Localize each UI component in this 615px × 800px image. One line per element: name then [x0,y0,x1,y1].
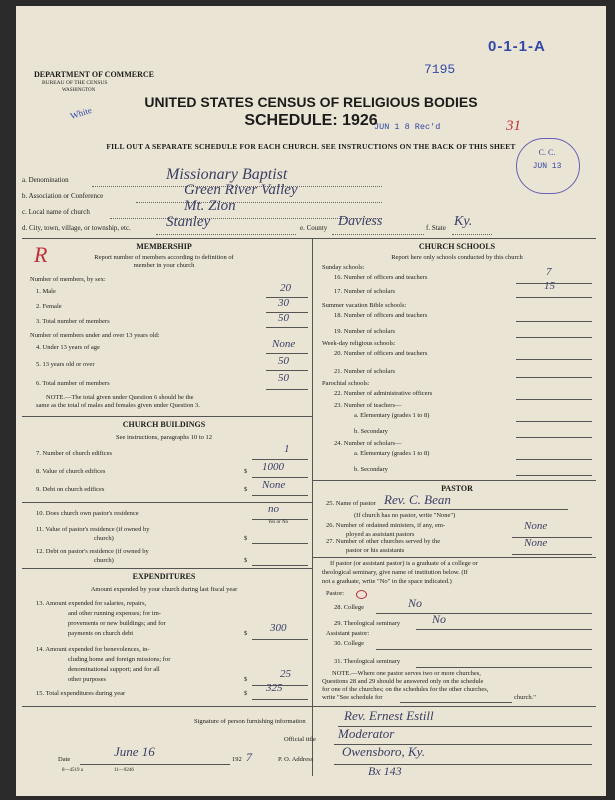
q25-pastor-name: Rev. C. Bean [384,492,451,507]
sunday-schools-label: Sunday schools: [322,264,365,271]
expenditures-subheading: Amount expended by your church during last fiscal year [90,586,238,593]
graduate-note-3: not a graduate, write "No" in the space indicated.) [322,578,452,585]
q28-label: 28. College [334,604,364,611]
po-box-value: Bx 143 [368,764,402,778]
q26-label-1: 26. Number of ordained ministers, if any, em- [326,522,446,529]
assistant-education-label: Assistant pastor: [326,630,370,637]
q14-label-1: 14. Amount expended for benevolences, in- [36,646,150,653]
graduate-note-2: theological seminary, give name of institution below. (If [322,569,468,576]
members-by-sex-label: Number of members, by sex: [30,276,106,283]
q11-value-label-1: 11. Value of pastor's residence (if owned by [36,526,150,533]
pastor-heading: PASTOR [441,484,473,493]
pastor-note-2: Questions 28 and 29 should be answered only on the schedule [322,678,484,685]
q3-total-label: 3. Total number of members [36,318,110,325]
q23-label: 23. Number of teachers— [334,402,402,409]
membership-note-2: same as the total of males and females given under Question 3. [36,402,200,409]
serial-number-stamp: 7195 [424,62,456,77]
q7-edifices-label: 7. Number of church edifices [36,450,112,457]
po-address-value: Owensboro, Ky. [342,744,425,759]
q10-residence-label: 10. Does church own pastor's residence [36,510,139,517]
buildings-heading: CHURCH BUILDINGS [122,420,206,429]
q9-debt-label: 9. Debt on church edifices [36,486,105,493]
q19-label: 19. Number of scholars [334,328,396,335]
pastor-education-label: Pastor: [326,590,345,597]
q6-total-label: 6. Total number of members [36,380,110,387]
parochial-schools-label: Parochial schools: [322,380,370,387]
membership-heading: MEMBERSHIP [136,242,192,251]
q10-residence-value: no [268,503,279,515]
form-number-2: 11—9246 [114,768,134,773]
department-label: DEPARTMENT OF COMMERCE [34,70,155,79]
q8-value-label: 8. Value of church edifices [36,468,106,475]
q9-debt-value: None [262,479,286,491]
signature-label: Signature of person furnishing information [194,718,306,725]
association-label: b. Association or Conference [22,192,104,200]
red-circle-mark [356,590,367,599]
state-label: f. State [426,224,446,232]
cc-stamp-label: C. C. [538,148,556,157]
buildings-subheading: See instructions, paragraphs 10 to 12 [115,434,213,441]
q16-value: 7 [546,266,552,278]
q2-female-label: 2. Female [36,303,62,310]
q23a-label: a. Elementary (grades 1 to 8) [354,412,430,419]
q13-label-3: provements or new buildings; and for [68,620,166,627]
q25-note: (If church has no pastor, write "None") [354,512,456,519]
q5-over13-value: 50 [278,355,289,367]
q8-value-value: 1000 [262,461,284,473]
q3-total-value: 50 [278,312,289,324]
q4-under13-label: 4. Under 13 years of age [36,344,100,351]
q14-label-4: other purposes [68,676,107,683]
q12-debt-label-2: church) [94,557,114,564]
official-title-label: Official title [284,736,316,743]
q7-edifices-value: 1 [284,443,290,455]
q14-label-3: denominational support; and for all [68,666,160,673]
pastor-note-1: NOTE.—Where one pastor serves two or more churches, [332,670,481,677]
q13-label-2: and other running expenses; for im- [68,610,161,617]
q12-debt-label-1: 12. Debt on pastor's residence (if owned by [36,548,149,555]
q14-value: 25 [280,668,291,680]
state-value: Ky. [454,214,473,229]
white-stamp: White [68,104,94,122]
q25-label: 25. Name of pastor [326,500,376,507]
q17-value: 15 [544,280,555,292]
q2-female-value: 30 [278,297,289,309]
q23b-label: b. Secondary [354,428,388,435]
membership-note-1: NOTE.—The total given under Question 6 should be the [46,394,194,401]
denomination-label: a. Denomination [22,176,69,184]
q16-label: 16. Number of officers and teachers [334,274,428,281]
local-name-value: Mt. Zion [184,198,236,214]
form-number-1: 8—4519 a [62,768,83,773]
q5-over13-label: 5. 13 years old or over [36,361,95,368]
schools-heading: CHURCH SCHOOLS [418,242,496,251]
county-label: e. County [300,224,328,232]
q11-value-label-2: church) [94,535,114,542]
red-r-mark: R [34,242,48,267]
signature-value: Rev. Ernest Estill [344,708,434,723]
members-by-age-label: Number of members under and over 13 years old: [30,332,160,339]
q30-label: 30. College [334,640,364,647]
q17-label: 17. Number of scholars [334,288,396,295]
official-title-value: Moderator [338,726,395,741]
q18-label: 18. Number of officers and teachers [334,312,428,319]
yes-or-no-hint: Yes or No [268,520,289,525]
date-value: June 16 [114,744,155,759]
date-label: Date [58,756,71,763]
q6-total-value: 50 [278,372,289,384]
form-code-stamp: 0-1-1-A [488,38,546,55]
year-value: 7 [246,750,252,764]
q28-value: No [408,596,423,610]
q29-value: No [432,612,447,626]
q1-male-label: 1. Male [36,288,56,295]
pastor-note-5: church." [514,694,536,701]
city-town-value: Stanley [166,214,211,230]
q26-label-2: ployed as assistant pastors [346,531,415,538]
received-stamp: JUN 1 8 Rec'd [374,122,441,132]
q15-total-label: 15. Total expenditures during year [36,690,126,697]
association-value: Green River Valley [184,182,298,198]
q22-label: 22. Number of administrative officers [334,390,433,397]
q27-label-1: 27. Number of other churches served by the [326,538,441,545]
membership-intro-1: Report number of members according to definition of [94,254,234,261]
q4-under13-value: None [272,338,296,350]
q31-label: 31. Theological seminary [334,658,401,665]
county-value: Daviess [338,214,383,229]
red-number: 31 [506,118,521,134]
schedule-title: SCHEDULE: 1926 [244,112,378,129]
denomination-value: Missionary Baptist [166,166,288,183]
q13-label-1: 13. Amount expended for salaries, repairs, [36,600,147,607]
graduate-note-1: If pastor (or assistant pastor) is a graduate of a college or [330,560,478,567]
bureau-label: BUREAU OF THE CENSUS [42,80,108,86]
summer-schools-label: Summer vacation Bible schools: [322,302,407,309]
year-prefix: 192 [232,756,242,763]
q15-total-value: 325 [266,682,283,694]
q24-label: 24. Number of scholars— [334,440,402,447]
q13-label-4: payments on church debt [68,630,134,637]
q24b-label: b. Secondary [354,466,388,473]
q27-value: None [524,537,548,549]
q20-label: 20. Number of officers and teachers [334,350,428,357]
q1-male-value: 20 [280,282,291,294]
city-label: WASHINGTON [62,88,96,93]
q29-label: 29. Theological seminary [334,620,401,627]
q26-value: None [524,520,548,532]
q27-label-2: pastor or his assistants [346,547,405,554]
weekday-schools-label: Week-day religious schools: [322,340,396,347]
cc-stamp-date: JUN 13 [532,162,562,171]
po-address-label: P. O. Address [278,756,314,763]
census-schedule-page: 0-1-1-A 7195 White JUN 1 8 Rec'd 31 C. C. JUN 13 R DEPARTMENT OF COMMERCE BUREAU OF THE CENSUS WASHINGTON UNITED STATES CENSUS OF RELIGIOUS BODIES SCHEDULE: 1926 FILL OUT A SEPARATE SCHEDULE FOR EACH CHURCH. SEE INSTRUCTIONS ON THE BACK OF THIS SHEET a. Denomination Missionary Baptist b. Association or Conference Green River Valley c. Local name of church Mt. Zion d. City, town, village, or township, etc. Stanley e. County Daviess f. State Ky. MEMBERSHIP Report number of members according to definition of member in your church Number of members, by sex: 1. Male 20 2. Female 30 3. Total number of members 50 Number of members under and over 13 years old: 4. Under 13 years of age None 5. 13 years old or over 50 6. Total number of members 50 NOTE.—The total given under Question 6 should be the same as the total of males and females given under Question 3. CHURCH BUILDINGS See instructions, paragraphs 10 to 12 7. Number of church edifices 1 8. Value of church edifices $ 1000 9. Debt on church edifices $ None 10. Does church own pastor's residence no Yes or No 11. Value of pastor's residence (if owned by church) $ 12. Debt on pastor's residence (if owned by church) $ EXPENDITURES Amount expended by your church during last fiscal year 13. Amount expended for salaries, repairs, and other running expenses; for im- provements or new buildings; and for payments on church debt $ 300 14. Amount expended for benevolences, in- cluding home and foreign missions; for denominational support; and for all other purposes $ 25 15. Total expenditures during year $ 325 CHURCH SCHOOLS Report here only schools conducted by this church Sunday schools: 16. Number of officers and teachers 7 17. Number of scholars 15 Summer vacation Bible schools: 18. Number of officers and teachers 19. Number of scholars Week-day religious schools: 20. Number of officers and teachers 21. Number of scholars Parochial schools: 22. Number of administrative officers 23. Number of teachers— a. Elementary (grades 1 to 8) b. Secondary 24. Number of scholars— a. Elementary (grades 1 to 8) b. Secondary PASTOR 25. Name of pastor Rev. C. Bean (If church has no pastor, write "None") 26. Number of ordained ministers, if any, em- ployed as assistant pastors None 27. Number of other churches served by the pastor or his assistants None If pastor (or assistant pastor) is a graduate of a college or theological seminary, give name of institution below. (If not a graduate, write "No" in the space indicated.) Pastor: 28. College No 29. Theological seminary No Assistant pastor: 30. College 31. Theological seminary NOTE.—Where one pastor serves two or more churches, Questions 28 and 29 should be answered only on the schedule for one of the churches; on the schedules for the other churches, write "See schedule for church." Signature of person furnishing information Rev. Ernest Estill Official title Moderator Date June 16 192 7 P. O. Address Owensboro, Ky. Bx 143 8—4519 a 11—9246 [16,6,606,796]
pastor-note-4: write "See schedule for [322,694,383,701]
separate-schedule-instructions: FILL OUT A SEPARATE SCHEDULE FOR EACH CHURCH. SEE INSTRUCTIONS ON THE BACK OF THIS SHEET [106,142,516,151]
form-title: UNITED STATES CENSUS OF RELIGIOUS BODIES [144,94,478,110]
expenditures-heading: EXPENDITURES [132,572,196,581]
q14-label-2: cluding home and foreign missions; for [68,656,171,663]
schools-subheading: Report here only schools conducted by this church [391,254,523,261]
q24a-label: a. Elementary (grades 1 to 8) [354,450,430,457]
membership-intro-2: member in your church [133,262,195,269]
local-name-label: c. Local name of church [22,208,90,216]
q13-value: 300 [270,622,287,634]
pastor-note-3: for one of the churches; on the schedules for the other churches, [322,686,489,693]
q21-label: 21. Number of scholars [334,368,396,375]
city-town-label: d. City, town, village, or township, etc. [22,224,131,232]
